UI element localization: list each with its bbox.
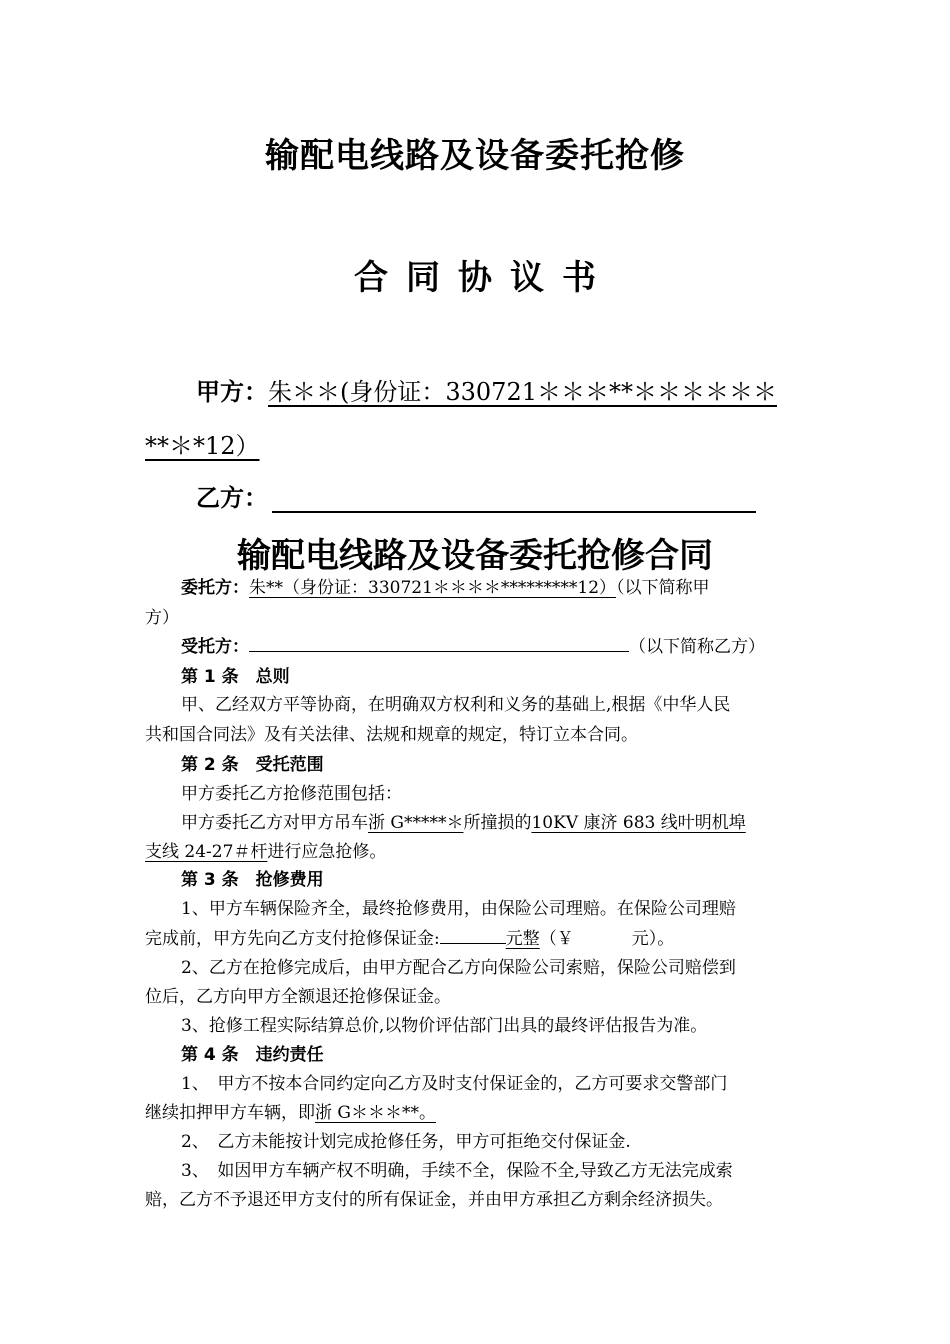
contract-title: 输配电线路及设备委托抢修合同 bbox=[237, 536, 713, 576]
client-suffix-cont: 方） bbox=[145, 608, 179, 628]
client-line bbox=[181, 573, 710, 604]
contractor-suffix: （以下简称乙方） bbox=[629, 637, 765, 657]
article-1-text-1: 甲、乙经双方平等协商，在明确双方权利和义务的基础上,根据《中华人民 bbox=[181, 695, 731, 715]
article-4-text-2 bbox=[145, 1098, 436, 1129]
contractor-label: 受托方： bbox=[181, 637, 249, 657]
article-3-text-2a: 完成前，甲方先向乙方支付抢修保证金: bbox=[145, 929, 440, 949]
article-4-text-3: 2、 乙方未能按计划完成抢修任务，甲方可拒绝交付保证金. bbox=[181, 1132, 631, 1152]
article-4-text-5: 赔，乙方不予退还甲方支付的所有保证金，并由甲方承担乙方剩余经济损失。 bbox=[145, 1190, 723, 1210]
article-3-text-3: 2、乙方在抢修完成后，由甲方配合乙方向保险公司索赔，保险公司赔偿到 bbox=[181, 958, 736, 978]
article-3-text-5: 3、抢修工程实际结算总价,以物价评估部门出具的最终评估报告为准。 bbox=[181, 1016, 708, 1036]
article-4-title: 第 4 条 违约责任 bbox=[181, 1045, 324, 1065]
article-3-text-1: 1、甲方车辆保险齐全，最终抢修费用，由保险公司理赔。在保险公司理赔 bbox=[181, 899, 736, 919]
deposit-blank bbox=[440, 925, 506, 944]
article-2-text-2 bbox=[181, 808, 746, 839]
client-value: 朱**（身份证：330721＊＊＊＊*********12） bbox=[249, 578, 617, 598]
party-a-value: 朱＊＊(身份证：330721＊＊＊**＊＊＊＊＊＊ bbox=[268, 378, 777, 406]
cover-title-line2: 合同协议书 bbox=[354, 258, 614, 298]
article-3-text-4: 位后，乙方向甲方全额退还抢修保证金。 bbox=[145, 987, 451, 1007]
cover-title-line1: 输配电线路及设备委托抢修 bbox=[265, 136, 685, 176]
party-a-line bbox=[196, 372, 777, 407]
party-a-value-cont: **＊*12） bbox=[145, 432, 260, 460]
client-label: 委托方： bbox=[181, 578, 249, 598]
vehicle-plate: 浙 G*****＊ bbox=[368, 813, 464, 833]
party-b-blank bbox=[272, 489, 756, 513]
party-a-label: 甲方： bbox=[196, 378, 268, 406]
article-2-text-1: 甲方委托乙方抢修范围包括： bbox=[181, 784, 402, 804]
article-1-title: 第 1 条 总则 bbox=[181, 667, 290, 687]
article-2-text-2a: 甲方委托乙方对甲方吊车 bbox=[181, 813, 368, 833]
article-2-text-2c: 所撞损的 bbox=[463, 813, 532, 833]
article-4-text-2a: 继续扣押甲方车辆，即 bbox=[145, 1103, 315, 1123]
contractor-line bbox=[181, 632, 765, 663]
article-2-title: 第 2 条 受托范围 bbox=[181, 755, 324, 775]
article-4-text-4: 3、 如因甲方车辆产权不明确，手续不全，保险不全,导致乙方无法完成索 bbox=[181, 1161, 733, 1181]
article-2-text-3 bbox=[145, 837, 386, 868]
line-name: 10KV 康济 683 线叶明机埠 bbox=[531, 813, 746, 833]
article-3-title: 第 3 条 抢修费用 bbox=[181, 870, 324, 890]
party-a-line-2 bbox=[145, 426, 260, 461]
article-4-text-1: 1、 甲方不按本合同约定向乙方及时支付保证金的，乙方可要求交警部门 bbox=[181, 1074, 728, 1094]
article-1-text-2: 共和国合同法》及有关法律、法规和规章的规定，特订立本合同。 bbox=[145, 725, 638, 745]
party-b-label: 乙方： bbox=[196, 484, 268, 512]
deposit-yen: （￥ bbox=[539, 929, 574, 949]
contractor-blank bbox=[249, 633, 629, 652]
vehicle-plate-2: 浙 G＊＊＊**。 bbox=[315, 1103, 436, 1123]
article-2-text-3b: 进行应急抢修。 bbox=[267, 842, 387, 862]
party-b-line bbox=[196, 478, 756, 513]
pole-range: 支线 24-27＃杆 bbox=[145, 842, 268, 862]
deposit-yuan: 元）。 bbox=[631, 929, 675, 949]
client-suffix: （以下简称甲 bbox=[616, 578, 710, 598]
article-3-text-2 bbox=[145, 924, 674, 955]
deposit-unit: 元整 bbox=[505, 929, 540, 949]
